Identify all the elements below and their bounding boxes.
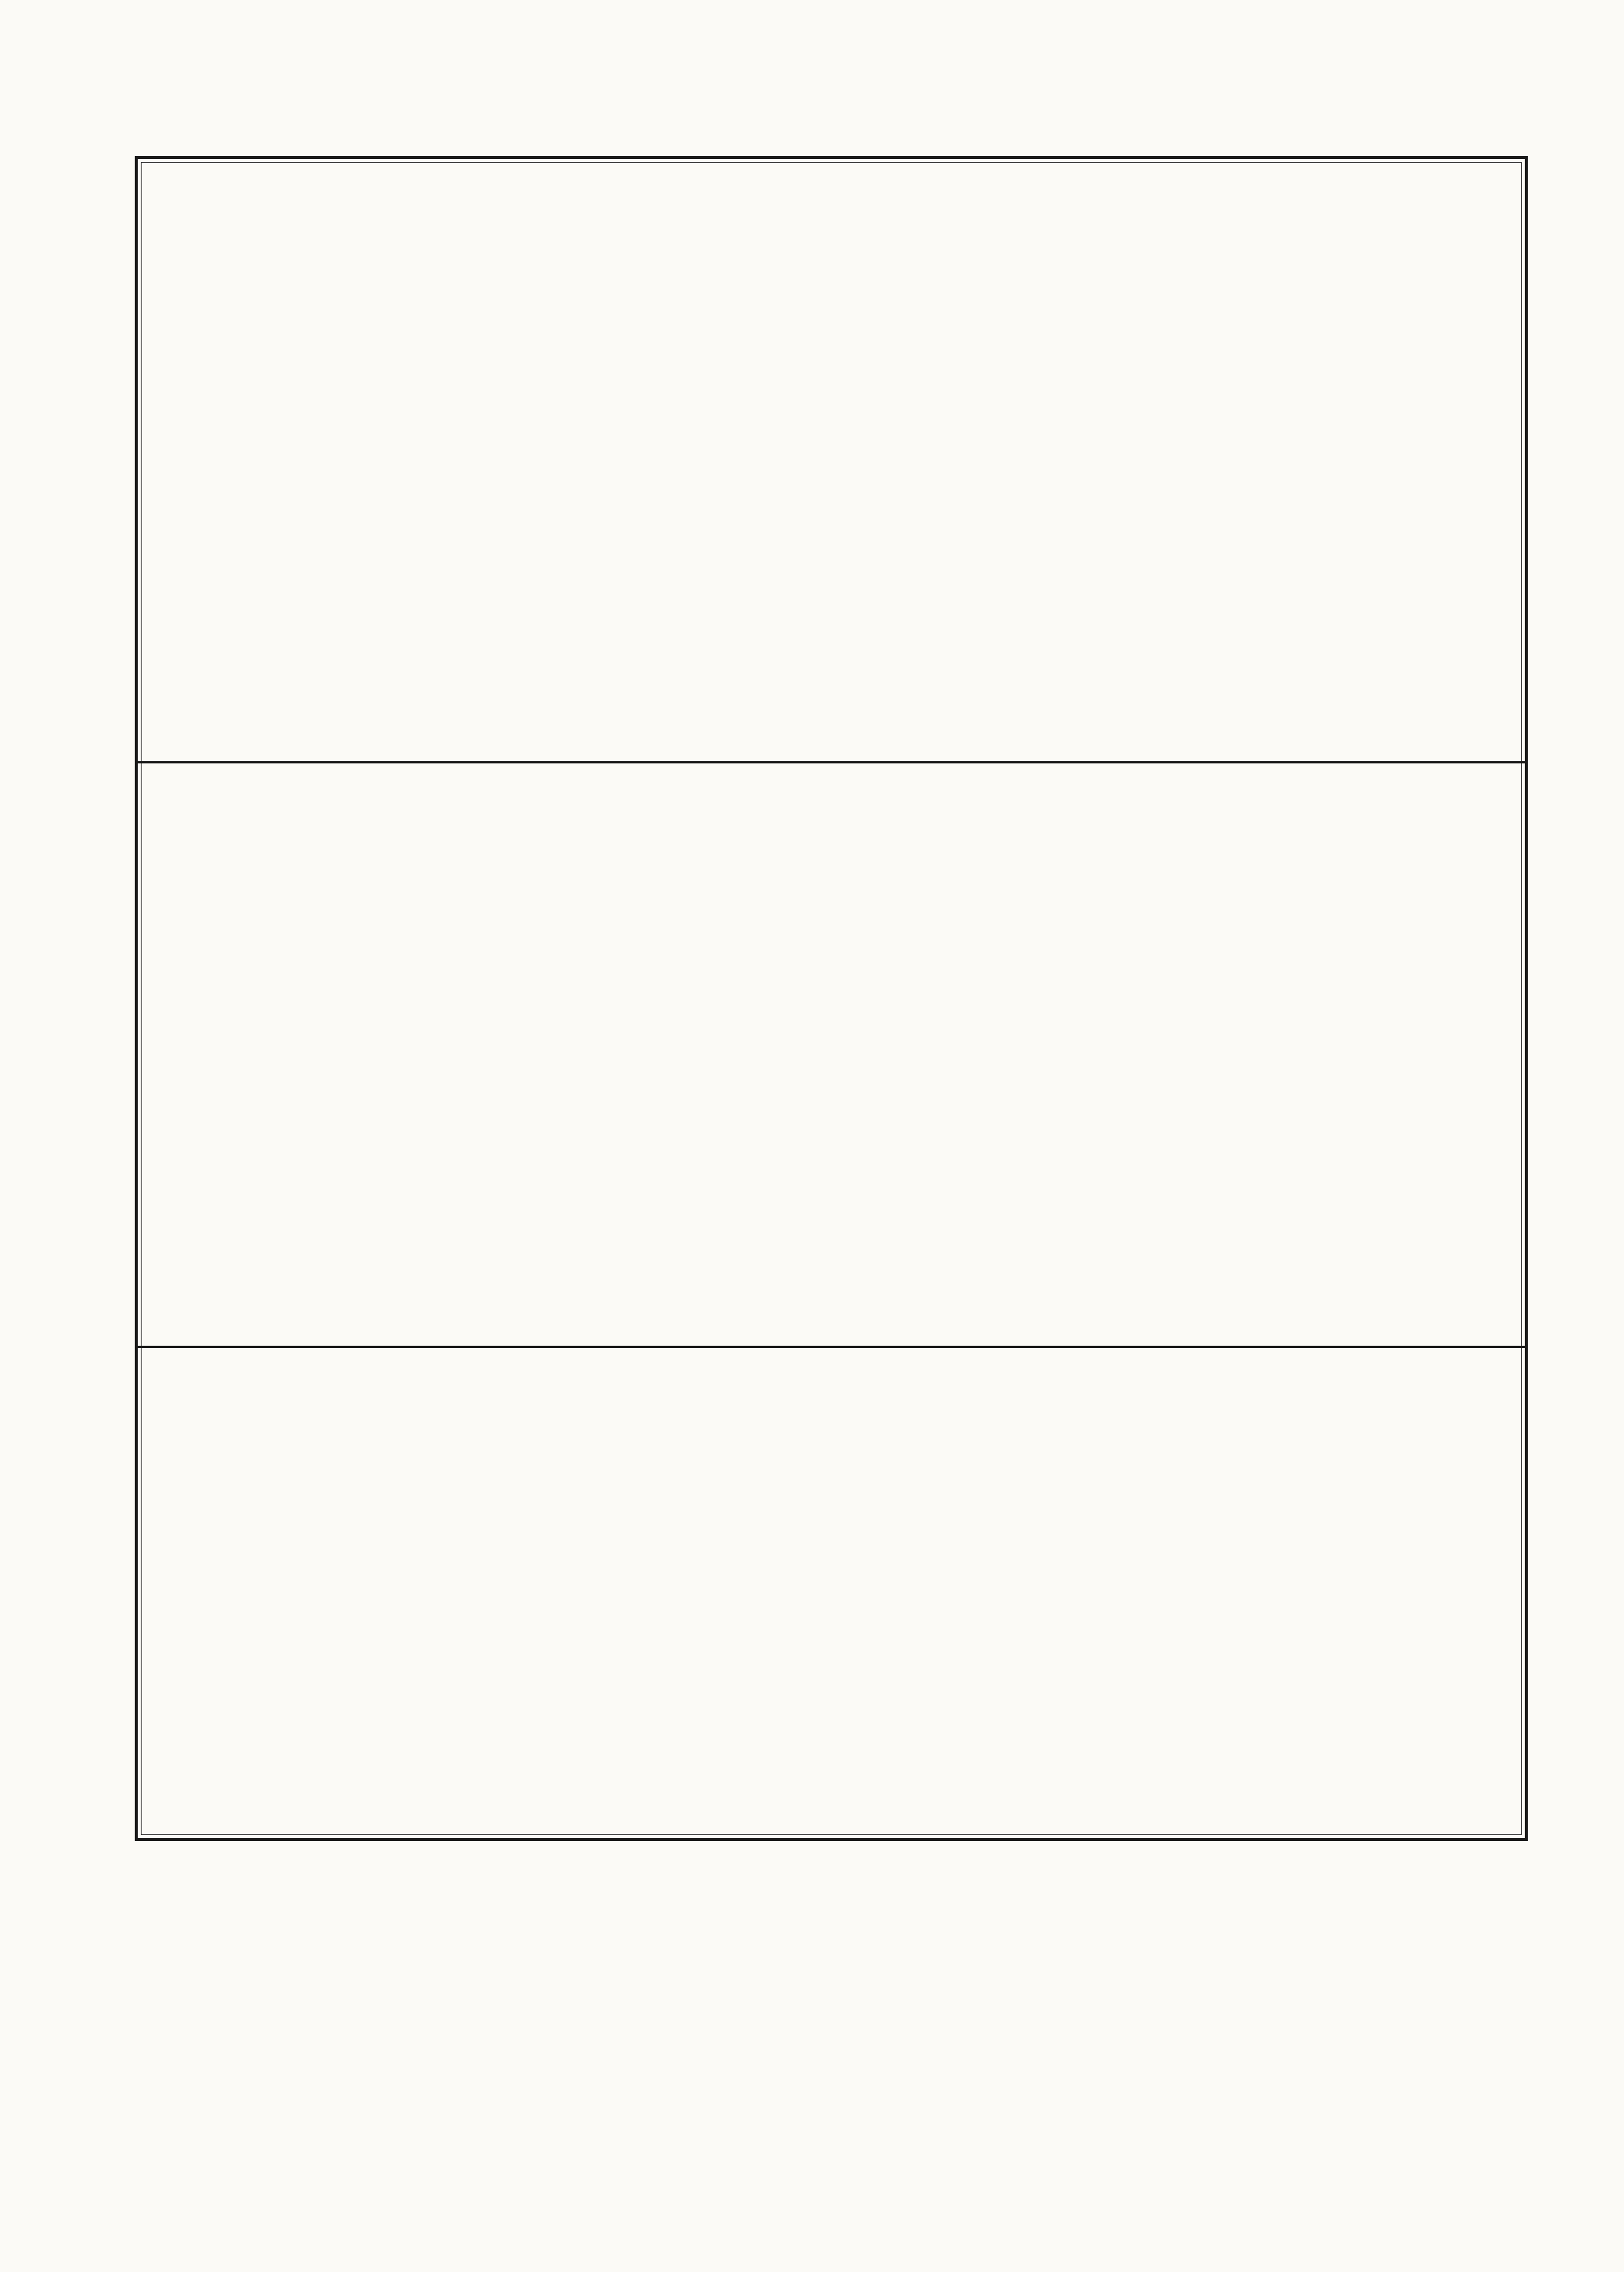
bottom-register [150,1353,1520,1834]
middle-register [150,768,1520,1340]
register-divider-bottom [138,1346,1525,1348]
top-register [150,168,1520,756]
register-divider-top [138,761,1525,763]
